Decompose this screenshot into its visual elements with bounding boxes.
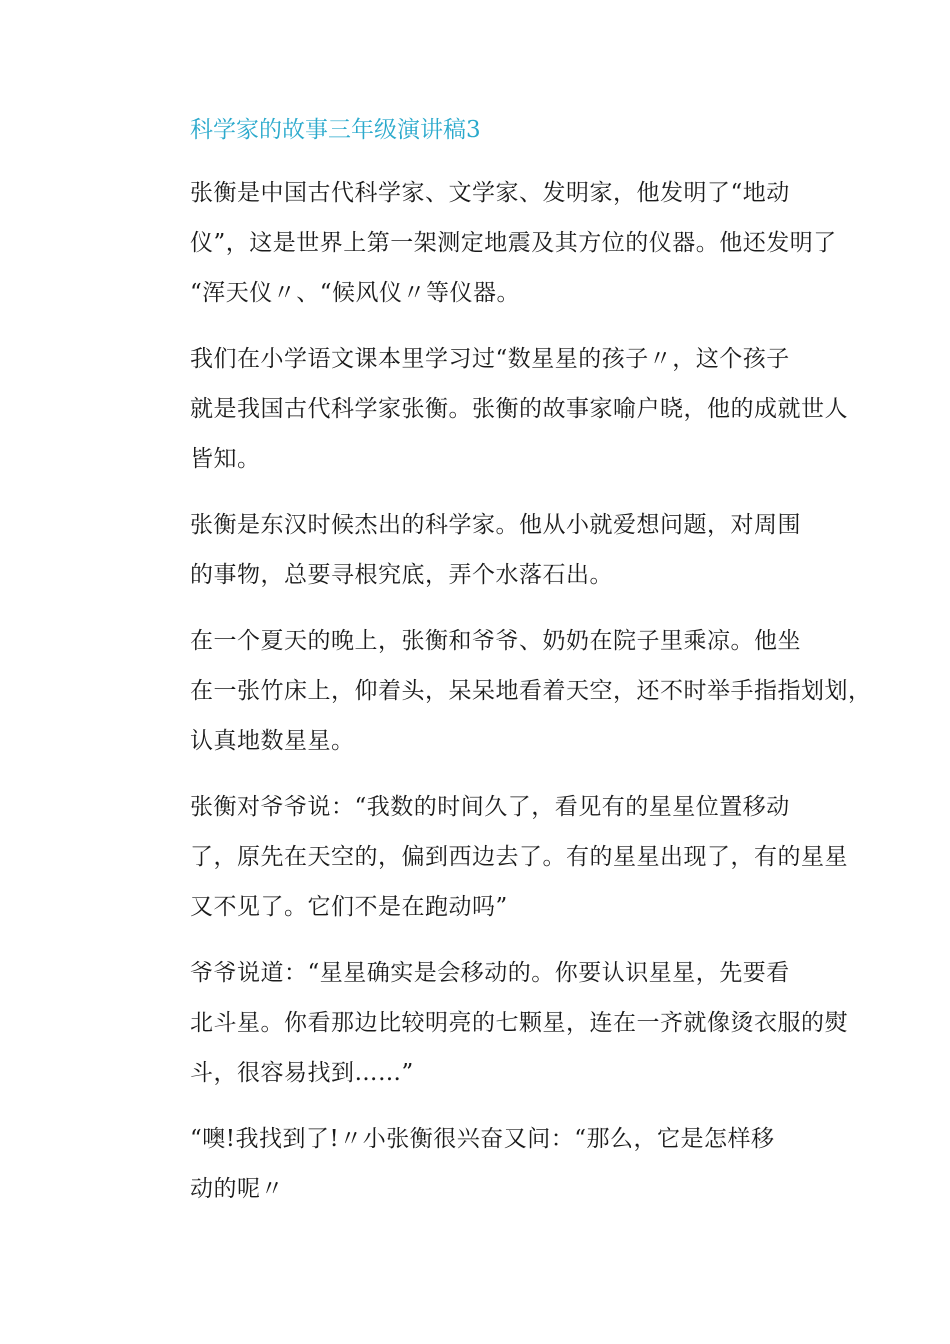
text-line: 爷爷说道：“星星确实是会移动的。你要认识星星，先要看 bbox=[190, 960, 790, 986]
text-line: 又不见了。它们不是在跑动吗” bbox=[190, 894, 508, 920]
text-line: 仪”，这是世界上第一架测定地震及其方位的仪器。他还发明了 bbox=[190, 230, 837, 256]
text-line: 我们在小学语文课本里学习过“数星星的孩子〃，这个孩子 bbox=[190, 346, 790, 372]
text-line: 认真地数星星。 bbox=[190, 728, 355, 754]
text-line: 在一张竹床上，仰着头，呆呆地看着天空，还不时举手指指划划， bbox=[190, 678, 872, 704]
document-body bbox=[143, 168, 872, 1230]
paragraph-eastern-han-scientist bbox=[143, 500, 815, 600]
text-line: 北斗星。你看那边比较明亮的七颗星，连在一齐就像烫衣服的熨 bbox=[190, 1010, 848, 1036]
paragraph-zhang-heng-asks bbox=[143, 782, 848, 932]
text-line: “浑天仪〃、“候风仪〃等仪器。 bbox=[190, 280, 521, 306]
text-line: 的事物，总要寻根究底，弄个水落石出。 bbox=[190, 562, 613, 588]
text-line: “噢!我找到了!〃小张衡很兴奋又问：“那么，它是怎样移 bbox=[190, 1126, 775, 1152]
paragraph-zhang-heng-inventions bbox=[143, 168, 837, 318]
text-line: 在一个夏天的晚上，张衡和爷爷、奶奶在院子里乘凉。他坐 bbox=[190, 628, 801, 654]
paragraph-summer-night bbox=[143, 616, 872, 766]
paragraph-counting-stars-child bbox=[143, 334, 848, 484]
document-title: 科学家的故事三年级演讲稿3 bbox=[190, 117, 481, 143]
text-line: 皆知。 bbox=[190, 446, 261, 472]
text-line: 张衡是东汉时候杰出的科学家。他从小就爱想问题，对周围 bbox=[190, 512, 801, 538]
text-line: 斗，很容易找到……” bbox=[190, 1060, 414, 1086]
paragraph-found-it bbox=[143, 1114, 815, 1214]
text-line: 动的呢〃 bbox=[190, 1176, 284, 1202]
text-line: 了，原先在天空的，偏到西边去了。有的星星出现了，有的星星 bbox=[190, 844, 848, 870]
text-line: 张衡是中国古代科学家、文学家、发明家，他发明了“地动 bbox=[190, 180, 790, 206]
paragraph-grandpa-answers bbox=[143, 948, 848, 1098]
text-line: 就是我国古代科学家张衡。张衡的故事家喻户晓，他的成就世人 bbox=[190, 396, 848, 422]
text-line: 张衡对爷爷说：“我数的时间久了，看见有的星星位置移动 bbox=[190, 794, 790, 820]
